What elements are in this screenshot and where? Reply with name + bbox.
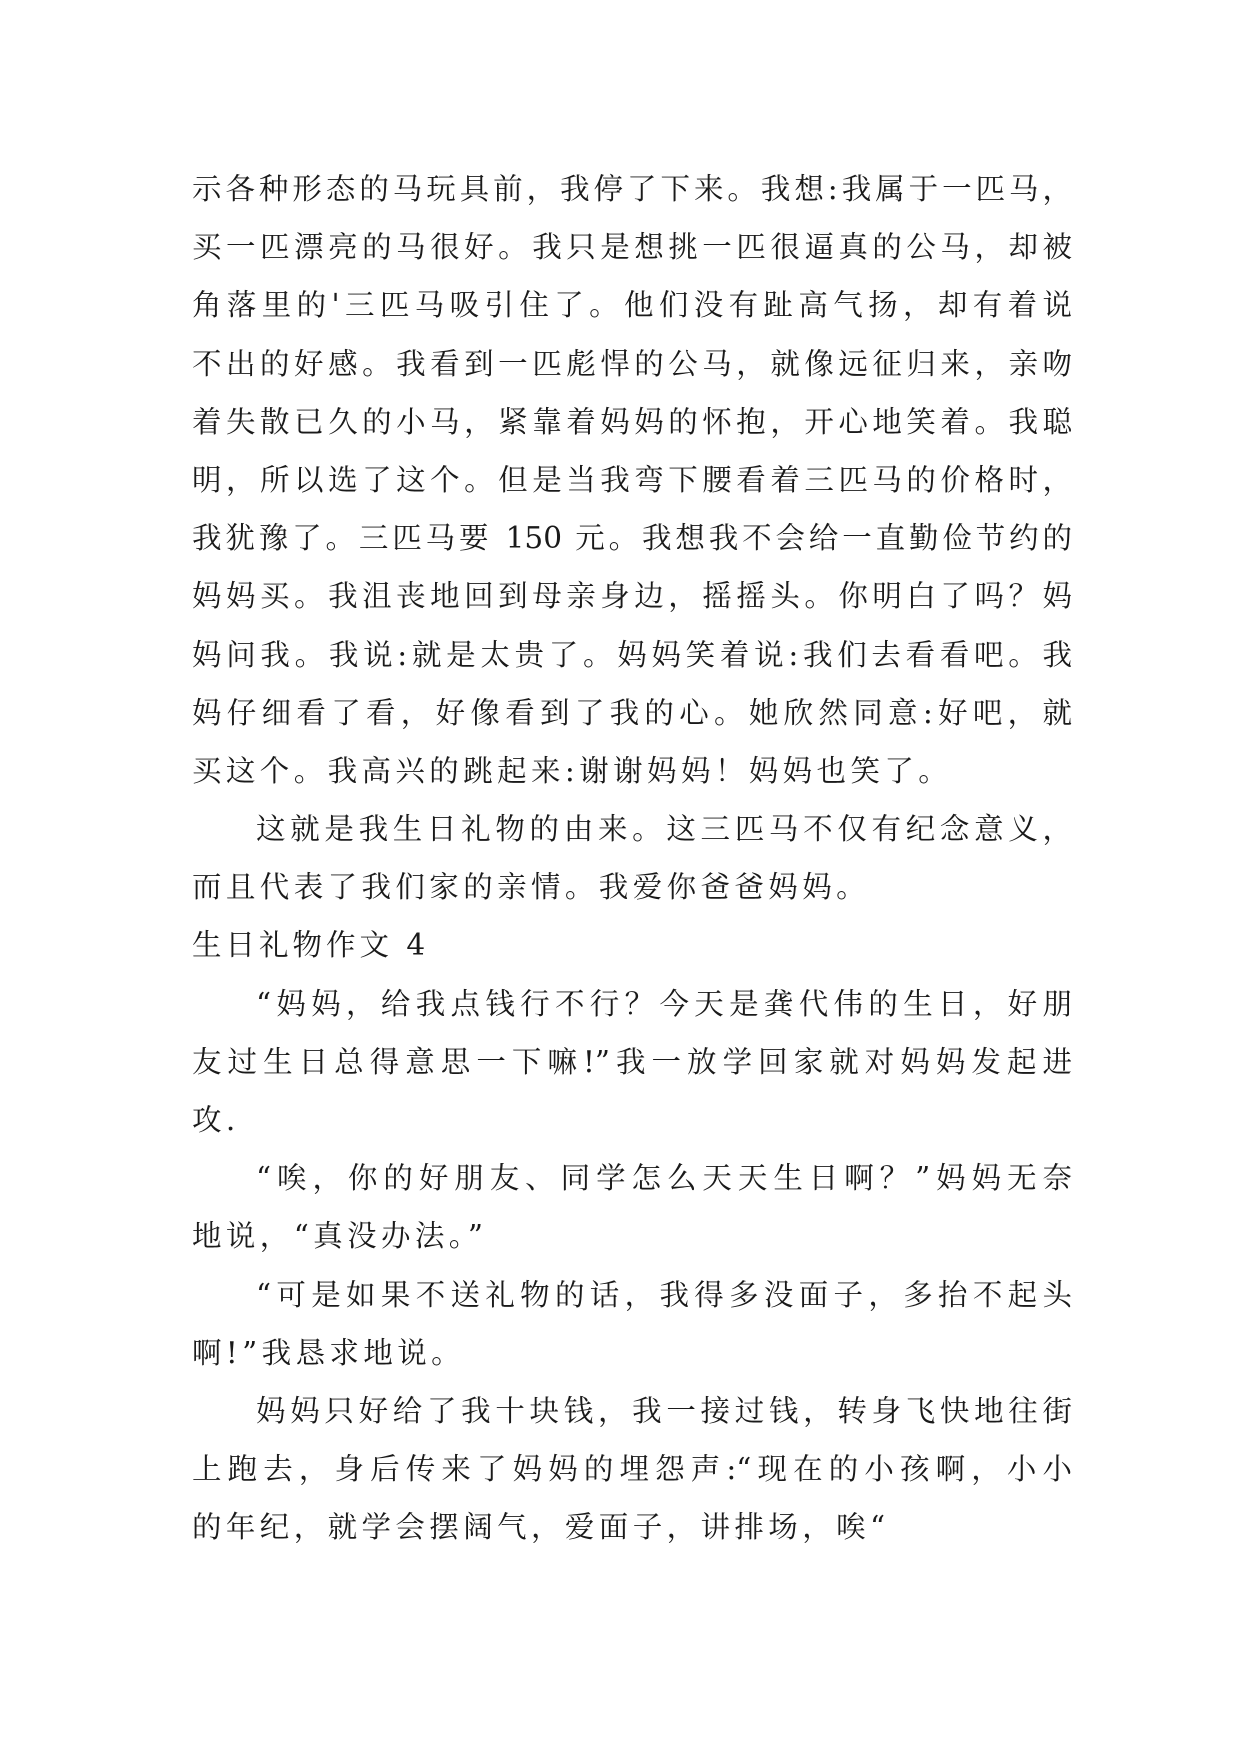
text-line: 友过生日总得意思一下嘛!”我一放学回家就对妈妈发起进	[192, 1044, 1072, 1079]
text-line: 攻.	[192, 1103, 240, 1137]
text-line: 我犹豫了。三匹马要 150 元。我想我不会给一直勤俭节约的	[192, 521, 1072, 556]
text-line: 啊!”我恳求地说。	[192, 1335, 466, 1370]
text-line: “妈妈，给我点钱行不行？今天是龚代伟的生日，好朋	[256, 986, 1072, 1021]
text-line: 上跑去，身后传来了妈妈的埋怨声:“现在的小孩啊，小小	[192, 1452, 1072, 1487]
text-line: 示各种形态的马玩具前，我停了下来。我想:我属于一匹马，	[192, 172, 1072, 206]
text-line: 这就是我生日礼物的由来。这三匹马不仅有纪念意义，	[256, 812, 1072, 847]
text-line: 的年纪，就学会摆阔气，爱面子，讲排场，唉“	[192, 1510, 890, 1545]
text-line: 地说，“真没办法。”	[192, 1219, 488, 1254]
text-line: 妈妈只好给了我十块钱，我一接过钱，转身飞快地往街	[256, 1393, 1072, 1428]
text-line: 而且代表了我们家的亲情。我爱你爸爸妈妈。	[192, 870, 871, 905]
text-line: 妈仔细看了看，好像看到了我的心。她欣然同意:好吧，就	[192, 695, 1072, 730]
text-line: 着失散已久的小马，紧靠着妈妈的怀抱，开心地笑着。我聪	[192, 404, 1072, 439]
text-line: 买这个。我高兴的跳起来:谢谢妈妈！妈妈也笑了。	[192, 753, 953, 788]
text-line: “唉，你的好朋友、同学怎么天天生日啊？”妈妈无奈	[256, 1161, 1072, 1196]
text-line: 妈妈买。我沮丧地回到母亲身边，摇摇头。你明白了吗？妈	[192, 579, 1072, 614]
text-line: 明，所以选了这个。但是当我弯下腰看着三匹马的价格时，	[192, 462, 1072, 497]
section-heading: 生日礼物作文 4	[192, 928, 430, 963]
text-line: 不出的好感。我看到一匹彪悍的公马，就像远征归来，亲吻	[192, 346, 1072, 381]
text-line: “可是如果不送礼物的话，我得多没面子，多抬不起头	[256, 1277, 1072, 1312]
text-line: 角落里的'三匹马吸引住了。他们没有趾高气扬，却有着说	[192, 288, 1072, 323]
text-line: 妈问我。我说:就是太贵了。妈妈笑着说:我们去看看吧。我	[192, 637, 1072, 672]
document-body	[192, 160, 1072, 1557]
text-line: 买一匹漂亮的马很好。我只是想挑一匹很逼真的公马，却被	[192, 230, 1072, 265]
